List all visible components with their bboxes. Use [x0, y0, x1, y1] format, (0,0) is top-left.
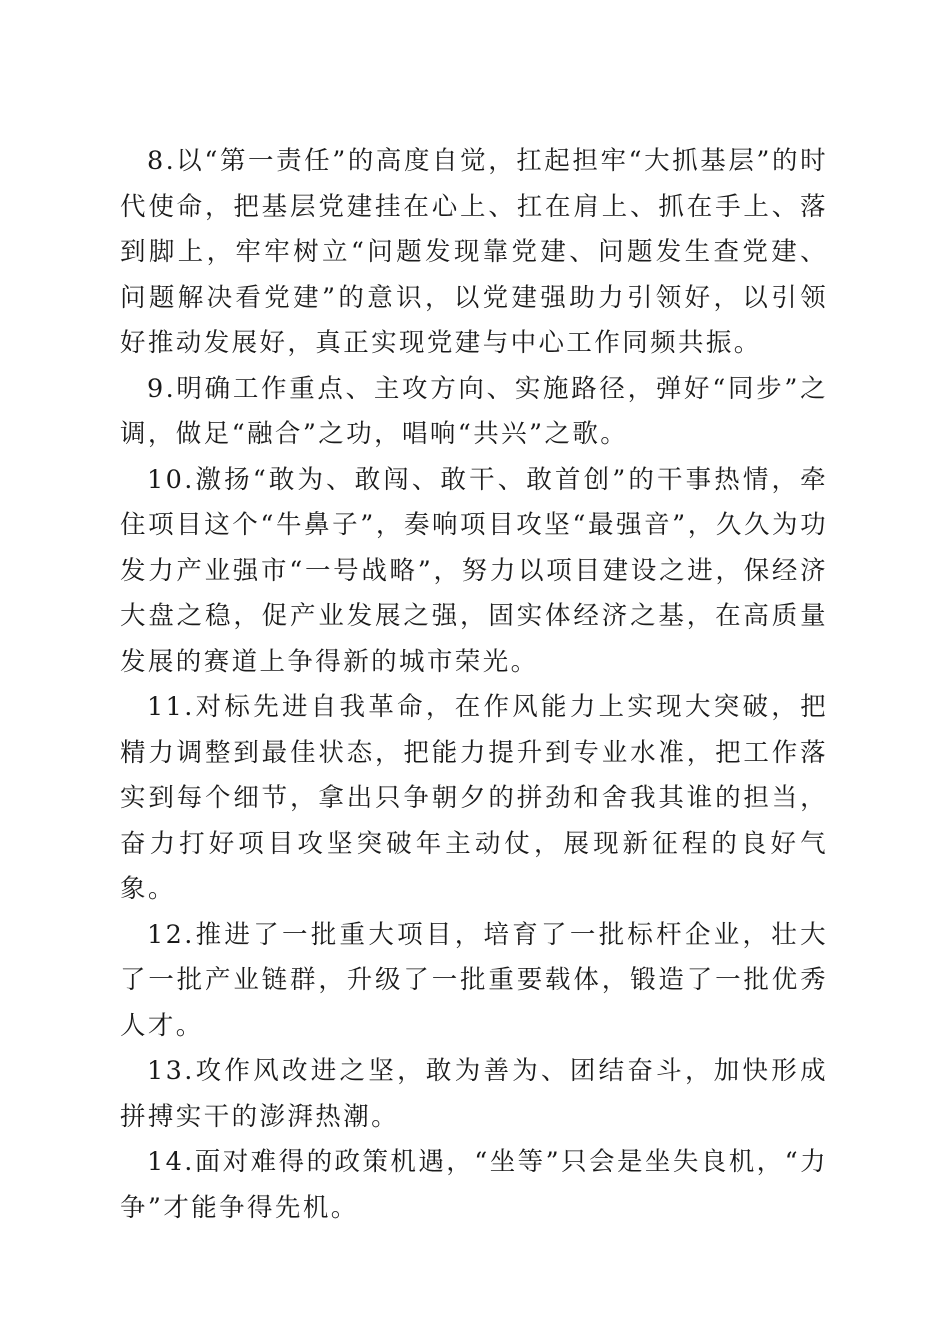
paragraph-10: 10.激扬“敢为、敢闯、敢干、敢首创”的干事热情，牵住项目这个“牛鼻子”，奏响项目攻坚“最强音”，久久为功发力产业强市“一号战略”，努力以项目建设之进，保经济大盘之稳，促产业发展之强，固实体经济之基，在高质量发展的赛道上争得新的城市荣光。 — [120, 464, 828, 677]
paragraph-13: 13.攻作风改进之坚，敢为善为、团结奋斗，加快形成拼搏实干的澎湃热潮。 — [120, 1056, 828, 1132]
document-body — [120, 139, 828, 1231]
paragraph-12: 12.推进了一批重大项目，培育了一批标杆企业，壮大了一批产业链群，升级了一批重要载体，锻造了一批优秀人才。 — [120, 919, 828, 1041]
paragraph-11: 11.对标先进自我革命，在作风能力上实现大突破，把精力调整到最佳状态，把能力提升到专业水准，把工作落实到每个细节，拿出只争朝夕的拼劲和舍我其谁的担当，奋力打好项目攻坚突破年主动仗，展现新征程的良好气象。 — [120, 692, 828, 904]
paragraph-9: 9.明确工作重点、主攻方向、实施路径，弹好“同步”之调，做足“融合”之功，唱响“共兴”之歌。 — [120, 373, 828, 449]
paragraph-14: 14.面对难得的政策机遇，“坐等”只会是坐失良机，“力争”才能争得先机。 — [120, 1147, 828, 1223]
paragraph-8: 8.以“第一责任”的高度自觉，扛起担牢“大抓基层”的时代使命，把基层党建挂在心上、扛在肩上、抓在手上、落到脚上，牢牢树立“问题发现靠党建、问题发生查党建、问题解决看党建”的意识，以党建强助力引领好，以引领好推动发展好，真正实现党建与中心工作同频共振。 — [120, 146, 828, 358]
